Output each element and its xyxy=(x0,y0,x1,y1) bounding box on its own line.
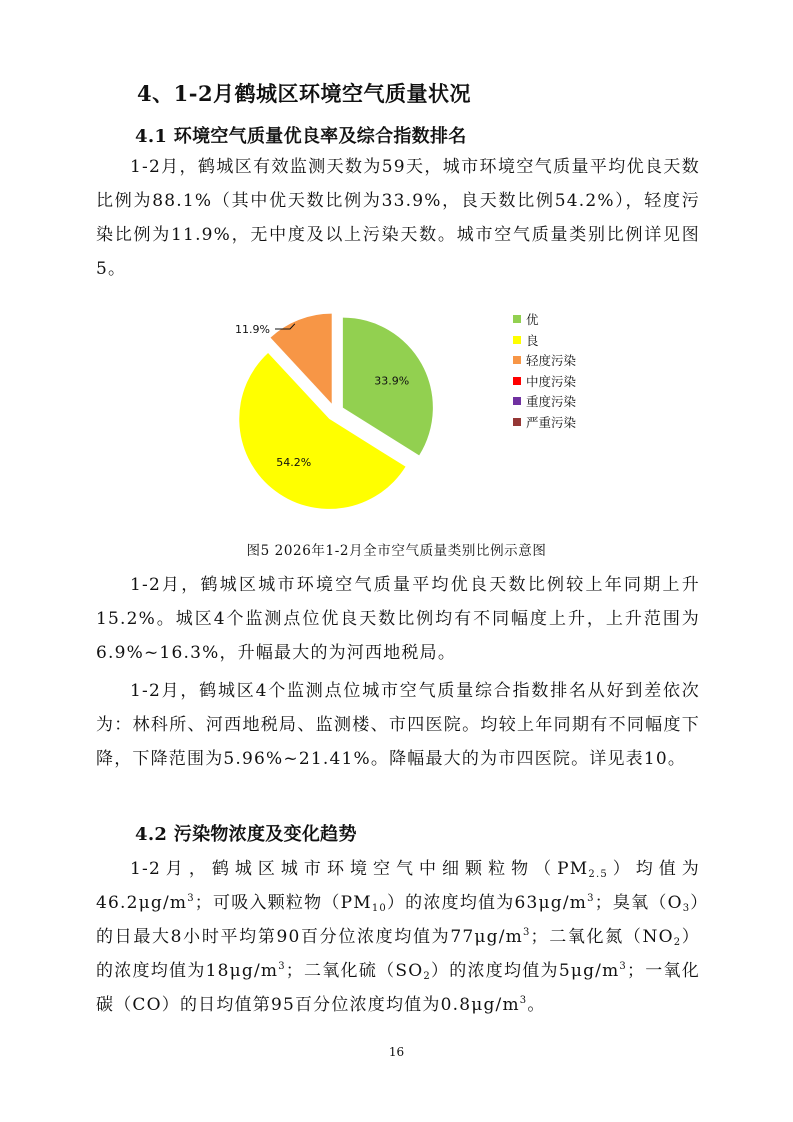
legend-swatch-icon xyxy=(513,336,521,344)
subsection-heading-4-2: 4.2 污染物浓度及变化趋势 xyxy=(135,824,357,845)
pie-data-label-2: 54.2% xyxy=(276,455,312,469)
pie-data-label-3: 11.9% xyxy=(235,323,270,336)
legend-item-3 xyxy=(513,350,576,371)
page-number: 16 xyxy=(388,1045,405,1059)
paragraph-pollutant-concentrations: 1-2月，鹤城区城市环境空气中细颗粒物$(PM_{2.5})$均值为$46.2\mu g/m^3$；可吸入颗粒物$(PM_{10})$的浓度均值为$63\mu g/m^3$；臭氧$(O_3)$的日最大8小时平均第90百分位浓度均值为$77\mu g/m^3$；二氧化氮$(NO_2)$的浓度均值为$18\mu g/m^3$；二氧化硫$(SO_2)$的浓度均值为$5\mu g/m^3$；一氧化碳（CO）的日均值第95百分位浓度均值为$0.8\mu g/m^3$。 xyxy=(96,859,701,1015)
legend-item-1 xyxy=(513,309,576,330)
chart-legend xyxy=(513,309,576,432)
legend-label: 优 xyxy=(526,312,539,328)
section-heading: 4、1-2月鹤城区环境空气质量状况 xyxy=(137,81,472,106)
legend-label: 重度污染 xyxy=(526,394,577,410)
legend-label: 良 xyxy=(526,332,539,348)
legend-label: 严重污染 xyxy=(526,414,577,430)
pie-data-label-1: 33.9% xyxy=(374,374,410,388)
legend-item-5 xyxy=(513,391,576,412)
legend-item-6 xyxy=(513,412,576,433)
paragraph-composite-index-ranking: 1-2月，鹤城区4个监测点位城市空气质量综合指数排名从好到差依次为：林科所、河西地税局、监测楼、市四医院。均较上年同期有不同幅度下降，下降范围为5.96%~21.41%。降幅最大的为市四医院。详见表10。 xyxy=(96,681,700,769)
pie-slices xyxy=(239,314,433,509)
paragraph-quality-rate: 1-2月，鹤城区有效监测天数为59天，城市环境空气质量平均优良天数比例为88.1%（其中优天数比例为33.9%，良天数比例54.2%），轻度污染比例为11.9%，无中度及以上污染天数。城市空气质量类别比例详见图5。 xyxy=(96,157,700,279)
legend-swatch-icon xyxy=(513,397,521,405)
subsection-heading-4-1: 4.1 环境空气质量优良率及综合指数排名 xyxy=(135,126,467,147)
legend-label: 轻度污染 xyxy=(526,353,577,369)
legend-item-2 xyxy=(513,330,576,351)
legend-swatch-icon xyxy=(513,356,521,364)
legend-swatch-icon xyxy=(513,418,521,426)
legend-label: 中度污染 xyxy=(526,373,577,389)
legend-item-4 xyxy=(513,371,576,392)
legend-swatch-icon xyxy=(513,377,521,385)
paragraph-good-days-change: 1-2月，鹤城区城市环境空气质量平均优良天数比例较上年同期上升15.2%。城区4个监测点位优良天数比例均有不同幅度上升，上升范围为6.9%~16.3%，升幅最大的为河西地税局。 xyxy=(96,575,700,663)
legend-swatch-icon xyxy=(513,315,521,323)
figure-caption: 图5 2026年1-2月全市空气质量类别比例示意图 xyxy=(246,543,547,559)
